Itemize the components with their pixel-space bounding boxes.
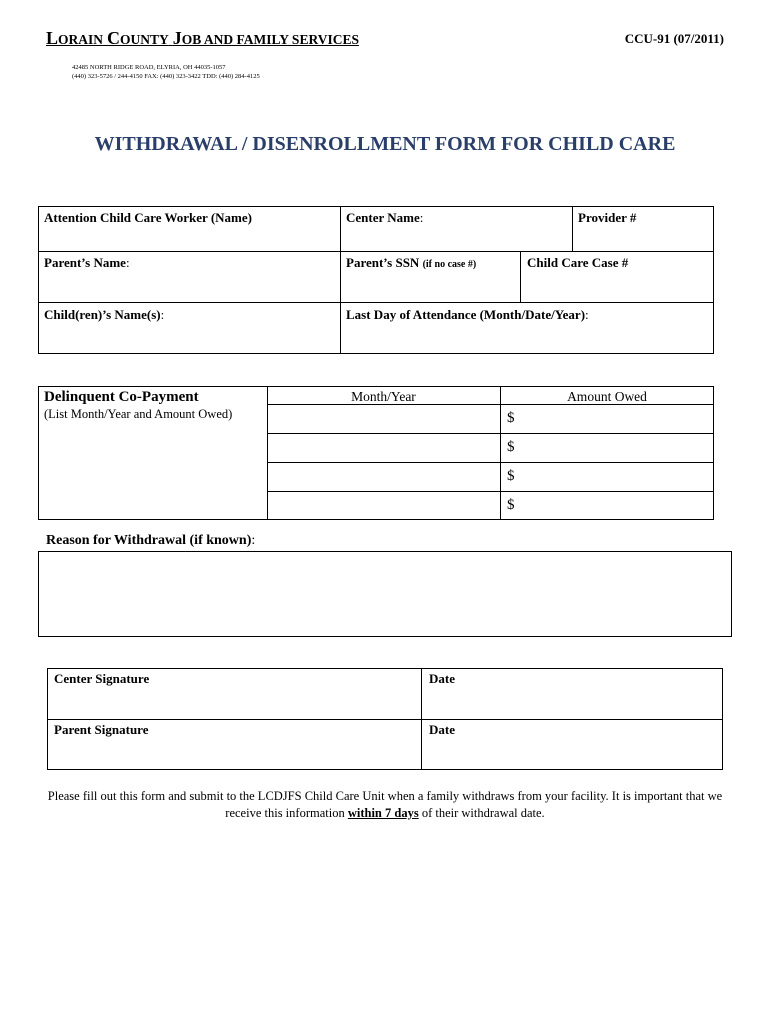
- row-divider: [267, 462, 714, 463]
- case-number-label: Child Care Case #: [527, 255, 629, 270]
- col-divider: [500, 386, 501, 520]
- amount-owed-header: Amount Owed: [567, 389, 647, 404]
- dollar-sign: $: [507, 410, 515, 426]
- dollar-sign: $: [507, 497, 515, 513]
- deadline-emphasis: within 7 days: [347, 806, 419, 820]
- row-divider: [38, 302, 714, 303]
- month-year-header: Month/Year: [351, 389, 416, 404]
- center-name-label: Center Name:: [346, 210, 424, 225]
- dollar-sign: $: [507, 468, 515, 484]
- row-divider: [267, 491, 714, 492]
- attention-worker-label: Attention Child Care Worker (Name): [44, 210, 252, 225]
- parent-date-label: Date: [429, 722, 455, 737]
- row-divider: [47, 719, 723, 720]
- childrens-names-label: Child(ren)’s Name(s):: [44, 307, 165, 322]
- row-divider: [38, 251, 714, 252]
- form-number: CCU-91 (07/2011): [624, 31, 724, 46]
- copay-heading: Delinquent Co-Payment: [44, 389, 199, 405]
- row-divider: [267, 433, 714, 434]
- reason-label: Reason for Withdrawal (if known):: [46, 533, 256, 548]
- parents-name-label: Parent’s Name:: [44, 255, 130, 270]
- reason-box[interactable]: [38, 551, 732, 637]
- col-divider: [267, 386, 268, 520]
- col-divider: [340, 206, 341, 354]
- last-day-label: Last Day of Attendance (Month/Date/Year):: [346, 307, 589, 322]
- parent-signature-label: Parent Signature: [54, 722, 149, 737]
- agency-name: LORAIN COUNTY JOB AND FAMILY SERVICES: [46, 28, 359, 48]
- center-signature-label: Center Signature: [54, 671, 150, 686]
- address-line: 42485 NORTH RIDGE ROAD, ELYRIA, OH 44035-1057: [72, 64, 226, 71]
- copay-instruction: (List Month/Year and Amount Owed): [44, 407, 233, 421]
- parents-ssn-label: Parent’s SSN (if no case #): [346, 255, 477, 270]
- info-table: [38, 206, 714, 354]
- col-divider: [520, 251, 521, 302]
- center-date-label: Date: [429, 671, 455, 686]
- form-title: WITHDRAWAL / DISENROLLMENT FORM FOR CHILD CARE: [94, 133, 676, 155]
- dollar-sign: $: [507, 439, 515, 455]
- col-divider: [421, 668, 422, 770]
- provider-number-label: Provider #: [578, 210, 637, 225]
- phone-line: (440) 323-5726 / 244-4150 FAX: (440) 323-3422 TDD: (440) 284-4125: [72, 73, 260, 80]
- footer-instructions: Please fill out this form and submit to the LCDJFS Child Care Unit when a family withdraws from your facility. It is important that we receive this information within 7 days of their withdrawal date.: [47, 789, 723, 820]
- col-divider: [572, 206, 573, 251]
